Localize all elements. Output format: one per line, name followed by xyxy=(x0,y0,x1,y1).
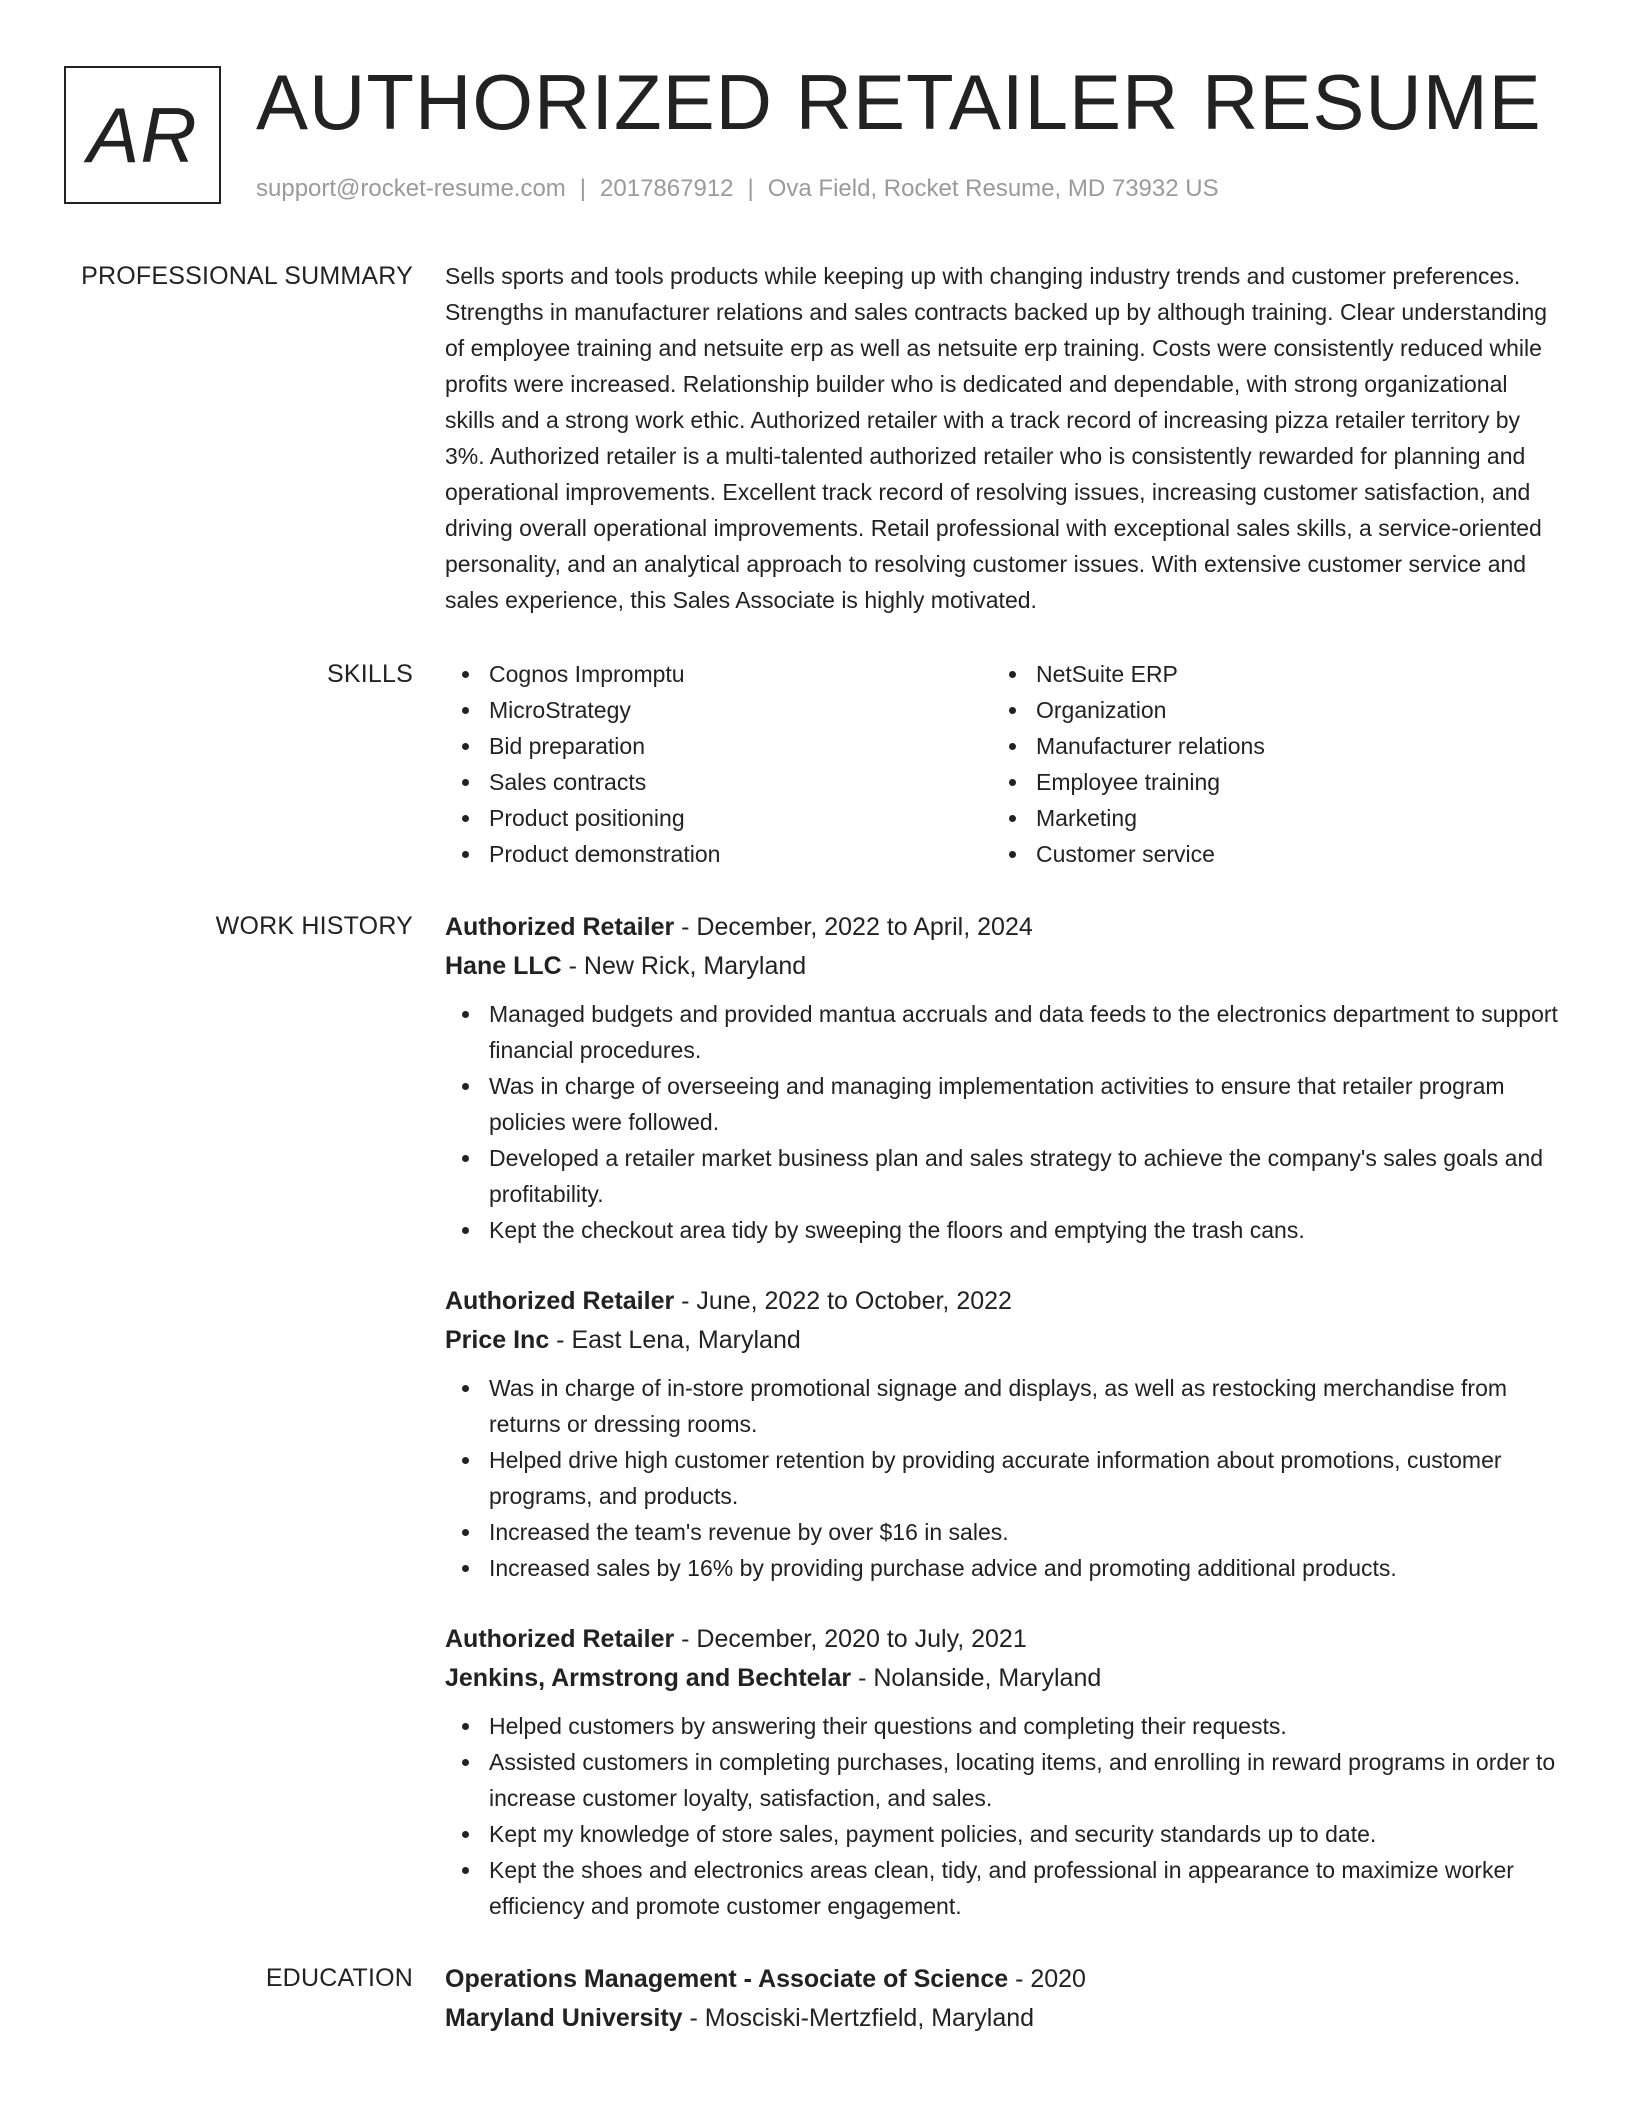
school-location: - Mosciski-Mertzfield, Maryland xyxy=(682,2004,1035,2032)
degree-year: - 2020 xyxy=(1008,1965,1086,1993)
skills-column-left xyxy=(445,656,992,872)
job-bullet: Kept the checkout area tidy by sweeping the floors and emptying the trash cans. xyxy=(489,1212,1560,1248)
company-line xyxy=(445,947,1560,986)
skill-item: Product positioning xyxy=(489,800,992,836)
skill-item: Sales contracts xyxy=(489,764,992,800)
skill-item: Employee training xyxy=(1036,764,1539,800)
skills-columns xyxy=(445,656,1560,872)
company-location: - New Rick, Maryland xyxy=(561,952,807,980)
job-bullet: Was in charge of overseeing and managing implementation activities to ensure that retailer program policies were followed. xyxy=(489,1068,1560,1140)
summary-section xyxy=(0,258,1632,618)
company-line xyxy=(445,1659,1560,1698)
job-entry xyxy=(445,1620,1560,1924)
job-bullet: Helped customers by answering their questions and completing their requests. xyxy=(489,1708,1560,1744)
job-bullet: Helped drive high customer retention by providing accurate information about promotions, customer programs, and products. xyxy=(489,1442,1560,1514)
job-bullet: Increased the team's revenue by over $16 in sales. xyxy=(489,1514,1560,1550)
job-title-line xyxy=(445,1620,1560,1659)
contact-address: Ova Field, Rocket Resume, MD 73932 US xyxy=(767,175,1219,202)
summary-text: Sells sports and tools products while keeping up with changing industry trends and customer preferences. Strengths in manufacturer relations and sales contracts backed up by although training. Clear understanding of employee training and netsuite erp as well as netsuite erp training. Costs were consistently reduced while profits were increased. Relationship builder who is dedicated and dependable, with strong organizational skills and a strong work ethic. Authorized retailer with a track record of increasing pizza retailer territory by 3%. Authorized retailer is a multi-talented authorized retailer who is consistently rewarded for planning and operational improvements. Excellent track record of resolving issues, increasing customer satisfaction, and driving overall operational improvements. Retail professional with exceptional sales skills, a service-oriented personality, and an analytical approach to resolving customer issues. With extensive customer service and sales experience, this Sales Associate is highly motivated. xyxy=(445,263,1548,613)
job-entry xyxy=(445,908,1560,1248)
school-line xyxy=(445,1999,1560,2038)
skill-item: Customer service xyxy=(1036,836,1539,872)
contact-phone[interactable]: 2017867912 xyxy=(600,175,734,202)
work-history-heading: WORK HISTORY xyxy=(215,912,413,940)
job-entry xyxy=(445,1282,1560,1586)
job-bullets xyxy=(445,1370,1560,1586)
company-location: - East Lena, Maryland xyxy=(549,1326,801,1354)
job-bullet: Kept my knowledge of store sales, payment policies, and security standards up to date. xyxy=(489,1816,1560,1852)
job-bullet: Kept the shoes and electronics areas clean, tidy, and professional in appearance to maximize worker efficiency and promote customer engagement. xyxy=(489,1852,1560,1924)
education-body xyxy=(445,1960,1560,2038)
skill-item: MicroStrategy xyxy=(489,692,992,728)
job-bullet: Developed a retailer market business plan and sales strategy to achieve the company's sales goals and profitability. xyxy=(489,1140,1560,1212)
skill-item: Organization xyxy=(1036,692,1539,728)
company-location: - Nolanside, Maryland xyxy=(851,1664,1102,1692)
job-bullet: Increased sales by 16% by providing purchase advice and promoting additional products. xyxy=(489,1550,1560,1586)
school-name: Maryland University xyxy=(445,2004,683,2032)
job-title-line xyxy=(445,1282,1560,1321)
job-title: Authorized Retailer xyxy=(445,1625,675,1653)
job-bullet: Assisted customers in completing purchases, locating items, and enrolling in reward programs in order to increase customer loyalty, satisfaction, and sales. xyxy=(489,1744,1560,1816)
degree-line xyxy=(445,1960,1560,1999)
monogram-badge xyxy=(64,66,221,204)
skills-heading: SKILLS xyxy=(327,660,413,688)
skill-item: Marketing xyxy=(1036,800,1539,836)
education-heading: EDUCATION xyxy=(265,1964,413,1992)
job-bullet: Was in charge of in-store promotional signage and displays, as well as restocking merchandise from returns or dressing rooms. xyxy=(489,1370,1560,1442)
education-section xyxy=(0,1960,1632,2038)
work-history-section xyxy=(0,908,1632,1960)
contact-separator: | xyxy=(579,175,587,202)
skill-item: NetSuite ERP xyxy=(1036,656,1539,692)
company-name: Jenkins, Armstrong and Bechtelar xyxy=(445,1664,852,1692)
skill-item: Product demonstration xyxy=(489,836,992,872)
skills-column-right xyxy=(992,656,1539,872)
skill-item: Bid preparation xyxy=(489,728,992,764)
job-dates: - December, 2020 to July, 2021 xyxy=(674,1625,1027,1653)
job-title: Authorized Retailer xyxy=(445,913,675,941)
job-bullet: Managed budgets and provided mantua accruals and data feeds to the electronics department to support financial procedures. xyxy=(489,996,1560,1068)
company-name: Hane LLC xyxy=(445,952,562,980)
skill-item: Cognos Impromptu xyxy=(489,656,992,692)
job-dates: - December, 2022 to April, 2024 xyxy=(674,913,1033,941)
summary-heading: PROFESSIONAL SUMMARY xyxy=(81,262,413,290)
summary-body xyxy=(445,258,1560,618)
skills-section xyxy=(0,656,1632,872)
degree-name: Operations Management - Associate of Science xyxy=(445,1965,1009,1993)
work-history-body xyxy=(445,908,1560,1960)
company-name: Price Inc xyxy=(445,1326,550,1354)
skills-body xyxy=(445,656,1560,872)
contact-separator: | xyxy=(747,175,754,202)
job-bullets xyxy=(445,1708,1560,1924)
job-title: Authorized Retailer xyxy=(445,1287,675,1315)
skill-item: Manufacturer relations xyxy=(1036,728,1539,764)
contact-line xyxy=(256,174,1219,204)
job-dates: - June, 2022 to October, 2022 xyxy=(674,1287,1012,1315)
resume-sections xyxy=(0,258,1632,2038)
contact-email[interactable]: support@rocket-resume.com xyxy=(256,175,566,202)
job-title-line xyxy=(445,908,1560,947)
resume-title: AUTHORIZED RETAILER RESUME xyxy=(256,58,1542,146)
company-line xyxy=(445,1321,1560,1360)
monogram-initials: AR xyxy=(87,90,198,179)
job-bullets xyxy=(445,996,1560,1248)
